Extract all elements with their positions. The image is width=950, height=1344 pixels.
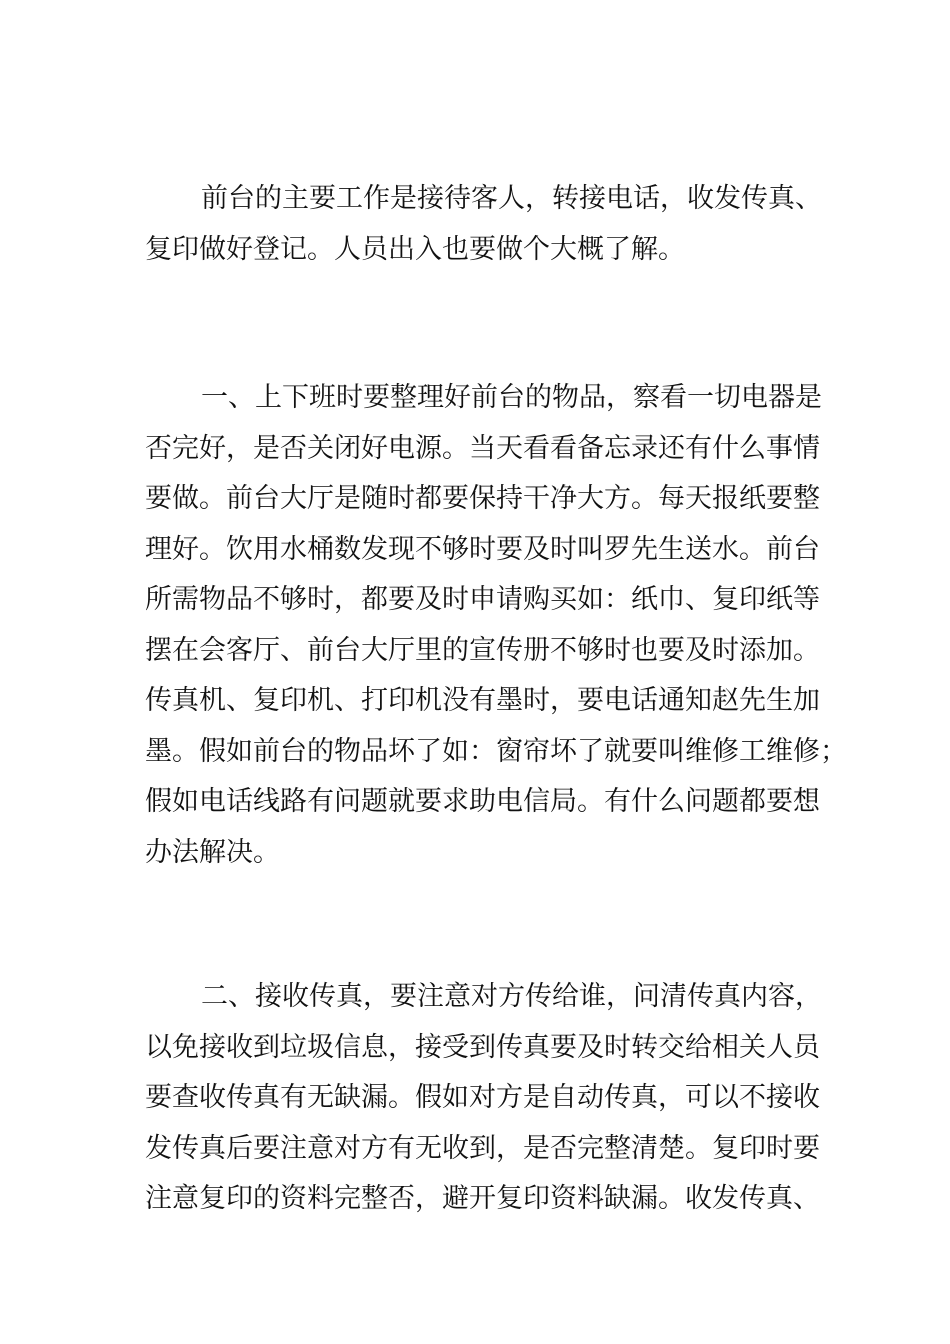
paragraph-line: 假如电话线路有问题就要求助电信局。有什么问题都要想 xyxy=(145,786,820,817)
paragraph-line: 发传真后要注意对方有无收到，是否完整清楚。复印时要 xyxy=(145,1132,820,1164)
paragraph-line: 一、上下班时要整理好前台的物品，察看一切电器是 xyxy=(201,382,822,413)
paragraph-line: 所需物品不够时，都要及时申请购买如：纸巾、复印纸等 xyxy=(145,584,820,615)
paragraph-line: 办法解决。 xyxy=(145,836,280,868)
paragraph-line: 否完好，是否关闭好电源。当天看看备忘录还有什么事情 xyxy=(145,432,820,464)
paragraph-line: 前台的主要工作是接待客人，转接电话，收发传真、 xyxy=(201,183,822,214)
paragraph-line: 要做。前台大厅是随时都要保持干净大方。每天报纸要整 xyxy=(145,483,820,514)
paragraph-line: 传真机、复印机、打印机没有墨时，要电话通知赵先生加 xyxy=(145,685,820,716)
paragraph-line: 二、接收传真，要注意对方传给谁，问清传真内容， xyxy=(201,981,822,1012)
paragraph-line: 要查收传真有无缺漏。假如对方是自动传真，可以不接收 xyxy=(145,1082,820,1113)
paragraph-section-two xyxy=(145,972,822,1225)
paragraph-line: 摆在会客厅、前台大厅里的宣传册不够时也要及时添加。 xyxy=(145,634,820,666)
paragraph-line: 注意复印的资料完整否，避开复印资料缺漏。收发传真、 xyxy=(145,1183,820,1214)
paragraph-section-one xyxy=(145,373,847,878)
paragraph-line: 以免接收到垃圾信息，接受到传真要及时转交给相关人员 xyxy=(145,1031,820,1063)
paragraph-line: 墨。假如前台的物品坏了如：窗帘坏了就要叫维修工维修； xyxy=(145,735,847,767)
paragraph-intro xyxy=(145,174,822,275)
paragraph-line: 理好。饮用水桶数发现不够时要及时叫罗先生送水。前台 xyxy=(145,533,820,565)
paragraph-line: 复印做好登记。人员出入也要做个大概了解。 xyxy=(145,233,685,265)
